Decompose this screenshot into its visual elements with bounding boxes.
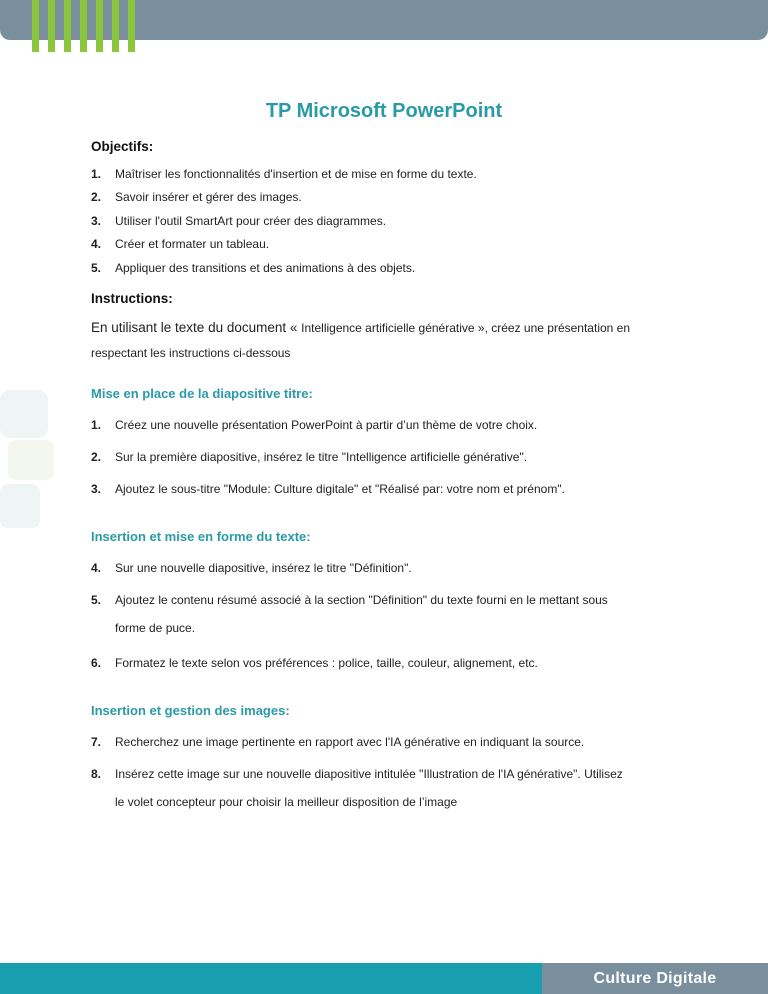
instruction-item: 1. Créez une nouvelle présentation PowerPoint à partir d’un thème de votre choix. xyxy=(91,418,538,432)
objective-item: 2. Savoir insérer et gérer des images. xyxy=(91,190,302,204)
objectives-label: Objectifs: xyxy=(91,139,154,154)
instruction-item: 6. Formatez le texte selon vos préférences : police, taille, couleur, alignement, etc. xyxy=(91,656,538,670)
watermark-logo xyxy=(0,380,60,540)
instruction-item: 2. Sur la première diapositive, insérez le titre "Intelligence artificielle générative". xyxy=(91,450,528,464)
objective-item: 5. Appliquer des transitions et des animations à des objets. xyxy=(91,261,416,275)
instruction-item: 7. Recherchez une image pertinente en rapport avec l'IA générative en indiquant la source. xyxy=(91,735,585,749)
objective-item: 4. Créer et formater un tableau. xyxy=(91,237,270,251)
instruction-item: 4. Sur une nouvelle diapositive, insérez le titre "Définition". xyxy=(91,561,412,575)
instructions-label: Instructions: xyxy=(91,291,173,306)
section-subtitle: Mise en place de la diapositive titre: xyxy=(91,386,313,401)
section-subtitle: Insertion et gestion des images: xyxy=(91,703,290,718)
instructions-intro: En utilisant le texte du document « Intelligence artificielle générative », créez une présentation en xyxy=(91,320,631,335)
instruction-item: 8. Insérez cette image sur une nouvelle diapositive intitulée "Illustration de l'IA générative". Utilisez le volet concepteur pour choisir la meilleur disposition de l’image xyxy=(91,767,623,809)
section-subtitle: Insertion et mise en forme du texte: xyxy=(91,529,311,544)
objective-item: 1. Maîtriser les fonctionnalités d'insertion et de mise en forme du texte. xyxy=(91,167,477,181)
instruction-item: 5. Ajoutez le contenu résumé associé à la section "Définition" du texte fourni en le mettant sous forme de puce. xyxy=(91,593,608,635)
objective-item: 3. Utiliser l'outil SmartArt pour créer des diagrammes. xyxy=(91,214,387,228)
header-stripes xyxy=(0,0,150,54)
page-title: TP Microsoft PowerPoint xyxy=(265,100,503,122)
instruction-item: 3. Ajoutez le sous-titre "Module: Culture digitale" et "Réalisé par: votre nom et prénom". xyxy=(91,482,565,496)
instructions-intro-line2: respectant les instructions ci-dessous xyxy=(91,346,291,360)
footer-brand: Culture Digitale xyxy=(542,963,768,994)
